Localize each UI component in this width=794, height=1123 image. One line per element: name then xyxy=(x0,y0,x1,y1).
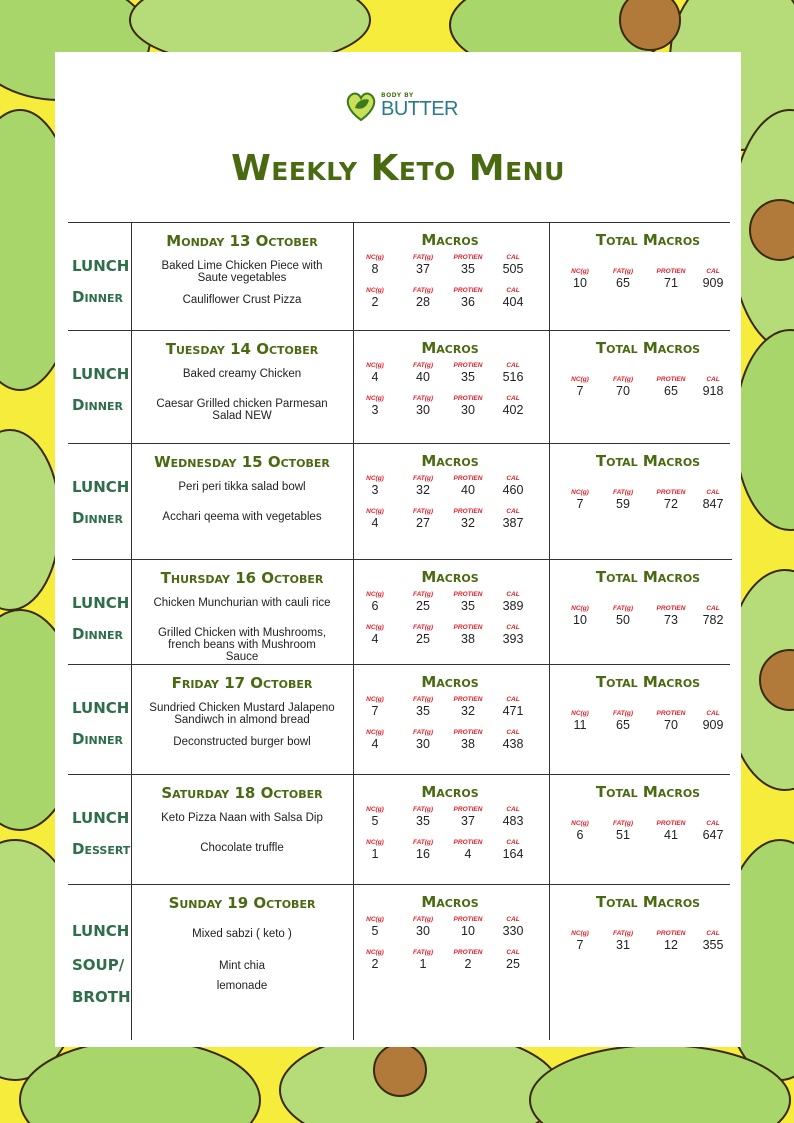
total-column-label: PROTIEN xyxy=(656,268,686,275)
total-column-label: NC(g) xyxy=(571,820,589,827)
total-value: 65 xyxy=(664,384,678,398)
macro-value: 8 xyxy=(371,262,379,276)
macro-column-label: NC(g) xyxy=(366,508,384,515)
total-column-label: PROTIEN xyxy=(656,605,686,612)
macro-value: 37 xyxy=(416,262,430,276)
total-value: 10 xyxy=(573,613,587,627)
macro-value: 4 xyxy=(371,632,379,646)
macro-value: 460 xyxy=(502,483,524,497)
macro-column-label: PROTIEN xyxy=(453,287,483,294)
macro-value: 4 xyxy=(464,847,472,861)
macro-column-label: FAT(g) xyxy=(412,362,434,369)
total-column-label: PROTIEN xyxy=(656,710,686,717)
meal-line: Sauce xyxy=(225,651,259,663)
macro-value: 438 xyxy=(502,737,524,751)
macro-column-label: NC(g) xyxy=(366,916,384,923)
brand-name: BUTTER xyxy=(381,98,458,120)
macro-column-label: PROTIEN xyxy=(453,696,483,703)
meal-line: Mint chia xyxy=(218,960,266,972)
macro-column-label: PROTIEN xyxy=(453,395,483,402)
meal-line: Caesar Grilled chicken Parmesan xyxy=(156,398,328,410)
macro-value: 3 xyxy=(371,403,379,417)
macro-column-label: NC(g) xyxy=(366,254,384,261)
total-macros-heading: Total Macros xyxy=(595,452,701,470)
meal-slot-label: LUNCH xyxy=(72,922,130,940)
total-value: 71 xyxy=(664,276,678,290)
macro-column-label: NC(g) xyxy=(366,729,384,736)
meal-slot-label: Dinner xyxy=(72,625,123,643)
macro-value: 35 xyxy=(461,370,475,384)
macro-value: 164 xyxy=(502,847,524,861)
macro-value: 387 xyxy=(502,516,524,530)
total-value: 70 xyxy=(664,718,678,732)
macro-column-label: CAL xyxy=(506,916,520,923)
total-column-label: FAT(g) xyxy=(612,710,634,717)
total-value: 6 xyxy=(576,828,584,842)
meal-slot-label: BROTH xyxy=(72,988,131,1006)
meal-name xyxy=(135,812,349,824)
total-column-label: FAT(g) xyxy=(612,376,634,383)
meal-name xyxy=(135,260,349,284)
meal-slot-label: LUNCH xyxy=(72,478,130,496)
meal-name xyxy=(135,398,349,422)
total-macros-heading: Total Macros xyxy=(595,893,701,911)
macros-heading: Macros xyxy=(421,893,479,911)
total-column-label: PROTIEN xyxy=(656,376,686,383)
meal-line: Deconstructed burger bowl xyxy=(173,736,311,748)
meal-slot-label: Dinner xyxy=(72,730,123,748)
macro-column-label: CAL xyxy=(506,475,520,482)
macro-column-label: PROTIEN xyxy=(453,254,483,261)
total-column-label: CAL xyxy=(706,820,720,827)
macro-value: 471 xyxy=(502,704,524,718)
macros-heading: Macros xyxy=(421,339,479,357)
brand-tagline: BODY BY xyxy=(381,92,414,99)
macro-value: 404 xyxy=(502,295,524,309)
meal-slot-label: Dinner xyxy=(72,509,123,527)
row-divider xyxy=(72,559,732,560)
total-value: 7 xyxy=(576,938,584,952)
macro-column-label: NC(g) xyxy=(366,696,384,703)
total-value: 12 xyxy=(664,938,678,952)
meal-name xyxy=(135,842,349,854)
column-divider xyxy=(549,222,550,1040)
meal-line: french beans with Mushroom xyxy=(168,639,316,651)
macro-column-label: NC(g) xyxy=(366,362,384,369)
macro-value: 28 xyxy=(416,295,430,309)
total-value: 72 xyxy=(664,497,678,511)
meal-slot-label: LUNCH xyxy=(72,365,130,383)
total-column-label: PROTIEN xyxy=(656,820,686,827)
meal-line: Saute vegetables xyxy=(197,272,287,284)
total-value: 909 xyxy=(702,276,724,290)
meal-line: Salad NEW xyxy=(212,410,272,422)
macro-column-label: CAL xyxy=(506,729,520,736)
macro-value: 30 xyxy=(416,403,430,417)
macro-column-label: FAT(g) xyxy=(412,591,434,598)
meal-name xyxy=(135,928,349,940)
meal-name xyxy=(135,368,349,380)
total-column-label: PROTIEN xyxy=(656,930,686,937)
macros-heading: Macros xyxy=(421,568,479,586)
meal-slot-label: LUNCH xyxy=(72,699,130,717)
macro-value: 35 xyxy=(416,704,430,718)
day-heading: Wednesday 15 October xyxy=(154,453,330,471)
total-value: 782 xyxy=(702,613,724,627)
macro-column-label: CAL xyxy=(506,254,520,261)
macro-column-label: PROTIEN xyxy=(453,839,483,846)
meal-slot-label: LUNCH xyxy=(72,257,130,275)
macro-column-label: CAL xyxy=(506,624,520,631)
row-divider xyxy=(68,330,730,331)
macro-column-label: FAT(g) xyxy=(412,475,434,482)
macro-value: 393 xyxy=(502,632,524,646)
macro-column-label: NC(g) xyxy=(366,475,384,482)
meal-line: Sandiwch in almond bread xyxy=(174,714,310,726)
macro-value: 10 xyxy=(461,924,475,938)
total-value: 41 xyxy=(664,828,678,842)
meal-line: Baked Lime Chicken Piece with xyxy=(161,260,323,272)
meal-name xyxy=(135,481,349,493)
macro-value: 35 xyxy=(461,599,475,613)
macro-value: 4 xyxy=(371,516,379,530)
macro-column-label: FAT(g) xyxy=(412,696,434,703)
macros-heading: Macros xyxy=(421,673,479,691)
meal-line: Grilled Chicken with Mushrooms, xyxy=(157,627,327,639)
macro-column-label: CAL xyxy=(506,806,520,813)
column-divider xyxy=(353,222,354,1040)
macros-heading: Macros xyxy=(421,452,479,470)
meal-name xyxy=(135,960,349,992)
total-value: 10 xyxy=(573,276,587,290)
macro-column-label: FAT(g) xyxy=(412,287,434,294)
meal-line: Baked creamy Chicken xyxy=(182,368,302,380)
total-value: 59 xyxy=(616,497,630,511)
meal-name xyxy=(135,511,349,523)
macro-value: 32 xyxy=(461,704,475,718)
macro-column-label: PROTIEN xyxy=(453,475,483,482)
meal-line: Chicken Munchurian with cauli rice xyxy=(153,597,331,609)
macro-value: 5 xyxy=(371,814,379,828)
total-macros-heading: Total Macros xyxy=(595,231,701,249)
row-divider xyxy=(68,443,730,444)
macro-value: 1 xyxy=(371,847,379,861)
meal-slot-label: LUNCH xyxy=(72,809,130,827)
total-value: 355 xyxy=(702,938,724,952)
macro-column-label: FAT(g) xyxy=(412,395,434,402)
row-divider xyxy=(68,884,730,885)
macro-value: 25 xyxy=(416,632,430,646)
macro-column-label: CAL xyxy=(506,287,520,294)
total-column-label: FAT(g) xyxy=(612,489,634,496)
macro-column-label: CAL xyxy=(506,362,520,369)
meal-line: Sundried Chicken Mustard Jalapeno xyxy=(149,702,335,714)
menu-card xyxy=(55,52,741,1047)
macro-value: 330 xyxy=(502,924,524,938)
macro-column-label: FAT(g) xyxy=(412,916,434,923)
total-value: 73 xyxy=(664,613,678,627)
day-heading: Saturday 18 October xyxy=(161,784,323,802)
total-value: 31 xyxy=(616,938,630,952)
macro-value: 32 xyxy=(461,516,475,530)
macro-column-label: PROTIEN xyxy=(453,362,483,369)
meal-line: Mixed sabzi ( keto ) xyxy=(192,928,292,940)
meal-slot-label: LUNCH xyxy=(72,594,130,612)
total-value: 647 xyxy=(702,828,724,842)
total-value: 7 xyxy=(576,497,584,511)
total-column-label: CAL xyxy=(706,710,720,717)
brand-logo xyxy=(343,88,458,128)
meal-slot-label: SOUP/ xyxy=(72,956,125,974)
macro-value: 30 xyxy=(461,403,475,417)
macro-column-label: CAL xyxy=(506,508,520,515)
macro-column-label: PROTIEN xyxy=(453,508,483,515)
macro-value: 25 xyxy=(416,599,430,613)
meal-line: lemonade xyxy=(216,980,268,992)
macro-column-label: FAT(g) xyxy=(412,949,434,956)
meal-line: Cauliflower Crust Pizza xyxy=(182,294,302,306)
total-column-label: NC(g) xyxy=(571,376,589,383)
macros-heading: Macros xyxy=(421,231,479,249)
meal-line: Acchari qeema with vegetables xyxy=(162,511,322,523)
total-column-label: CAL xyxy=(706,489,720,496)
macro-value: 40 xyxy=(416,370,430,384)
macro-value: 4 xyxy=(371,737,379,751)
total-macros-heading: Total Macros xyxy=(595,673,701,691)
macro-column-label: FAT(g) xyxy=(412,508,434,515)
macro-value: 40 xyxy=(461,483,475,497)
macro-value: 389 xyxy=(502,599,524,613)
macro-value: 483 xyxy=(502,814,524,828)
total-value: 847 xyxy=(702,497,724,511)
meal-name xyxy=(135,736,349,748)
total-value: 7 xyxy=(576,384,584,398)
total-column-label: CAL xyxy=(706,605,720,612)
macro-column-label: PROTIEN xyxy=(453,624,483,631)
day-heading: Tuesday 14 October xyxy=(165,340,319,358)
macros-heading: Macros xyxy=(421,783,479,801)
day-heading: Monday 13 October xyxy=(166,232,318,250)
total-value: 51 xyxy=(616,828,630,842)
macro-value: 38 xyxy=(461,737,475,751)
meal-name xyxy=(135,627,349,663)
macro-value: 2 xyxy=(371,957,379,971)
macro-column-label: NC(g) xyxy=(366,287,384,294)
macro-value: 25 xyxy=(506,957,520,971)
total-column-label: FAT(g) xyxy=(612,930,634,937)
macro-value: 516 xyxy=(502,370,524,384)
meal-slot-label: Dinner xyxy=(72,396,123,414)
total-column-label: NC(g) xyxy=(571,268,589,275)
total-column-label: NC(g) xyxy=(571,605,589,612)
macro-column-label: PROTIEN xyxy=(453,916,483,923)
macro-column-label: PROTIEN xyxy=(453,949,483,956)
total-column-label: CAL xyxy=(706,268,720,275)
row-divider xyxy=(68,222,730,223)
macro-value: 2 xyxy=(464,957,472,971)
macro-value: 27 xyxy=(416,516,430,530)
total-value: 50 xyxy=(616,613,630,627)
macro-column-label: NC(g) xyxy=(366,806,384,813)
macro-column-label: FAT(g) xyxy=(412,254,434,261)
macro-value: 1 xyxy=(419,957,427,971)
macro-column-label: FAT(g) xyxy=(412,624,434,631)
meal-name xyxy=(135,702,349,726)
macro-column-label: NC(g) xyxy=(366,395,384,402)
total-column-label: NC(g) xyxy=(571,710,589,717)
macro-column-label: FAT(g) xyxy=(412,806,434,813)
macro-value: 36 xyxy=(461,295,475,309)
macro-value: 16 xyxy=(416,847,430,861)
macro-value: 505 xyxy=(502,262,524,276)
row-divider xyxy=(68,664,730,665)
macro-column-label: CAL xyxy=(506,696,520,703)
macro-value: 3 xyxy=(371,483,379,497)
total-macros-heading: Total Macros xyxy=(595,339,701,357)
macro-column-label: NC(g) xyxy=(366,624,384,631)
total-column-label: FAT(g) xyxy=(612,605,634,612)
total-column-label: CAL xyxy=(706,376,720,383)
total-column-label: PROTIEN xyxy=(656,489,686,496)
macro-value: 2 xyxy=(371,295,379,309)
total-column-label: NC(g) xyxy=(571,930,589,937)
total-macros-heading: Total Macros xyxy=(595,783,701,801)
macro-column-label: FAT(g) xyxy=(412,839,434,846)
macro-value: 6 xyxy=(371,599,379,613)
day-heading: Thursday 16 October xyxy=(160,569,324,587)
meal-slot-label: Dessert xyxy=(72,840,131,858)
macro-value: 32 xyxy=(416,483,430,497)
macro-column-label: NC(g) xyxy=(366,949,384,956)
macro-column-label: NC(g) xyxy=(366,591,384,598)
macro-column-label: PROTIEN xyxy=(453,729,483,736)
macro-value: 4 xyxy=(371,370,379,384)
macro-value: 7 xyxy=(371,704,379,718)
macro-value: 35 xyxy=(416,814,430,828)
meal-line: Peri peri tikka salad bowl xyxy=(178,481,306,493)
macro-column-label: NC(g) xyxy=(366,839,384,846)
total-column-label: FAT(g) xyxy=(612,820,634,827)
total-value: 70 xyxy=(616,384,630,398)
heart-leaf-icon xyxy=(343,88,379,124)
meal-name xyxy=(135,597,349,609)
page-title: Weekly Keto Menu xyxy=(231,148,565,189)
macro-value: 402 xyxy=(502,403,524,417)
total-column-label: FAT(g) xyxy=(612,268,634,275)
macro-column-label: CAL xyxy=(506,591,520,598)
macro-column-label: PROTIEN xyxy=(453,591,483,598)
meal-line: Keto Pizza Naan with Salsa Dip xyxy=(161,812,323,824)
total-value: 918 xyxy=(702,384,724,398)
macro-column-label: CAL xyxy=(506,949,520,956)
day-heading: Sunday 19 October xyxy=(168,894,316,912)
total-column-label: NC(g) xyxy=(571,489,589,496)
total-value: 65 xyxy=(616,276,630,290)
meal-name xyxy=(135,294,349,306)
total-column-label: CAL xyxy=(706,930,720,937)
macro-value: 37 xyxy=(461,814,475,828)
macro-value: 35 xyxy=(461,262,475,276)
total-value: 65 xyxy=(616,718,630,732)
day-heading: Friday 17 October xyxy=(171,674,313,692)
macro-value: 30 xyxy=(416,924,430,938)
macro-value: 5 xyxy=(371,924,379,938)
macro-column-label: PROTIEN xyxy=(453,806,483,813)
total-value: 11 xyxy=(573,718,587,732)
macro-column-label: CAL xyxy=(506,395,520,402)
row-divider xyxy=(68,774,730,775)
macro-column-label: FAT(g) xyxy=(412,729,434,736)
total-macros-heading: Total Macros xyxy=(595,568,701,586)
macro-value: 30 xyxy=(416,737,430,751)
macro-column-label: CAL xyxy=(506,839,520,846)
total-value: 909 xyxy=(702,718,724,732)
meal-slot-label: Dinner xyxy=(72,288,123,306)
macro-value: 38 xyxy=(461,632,475,646)
meal-line: Chocolate truffle xyxy=(200,842,284,854)
